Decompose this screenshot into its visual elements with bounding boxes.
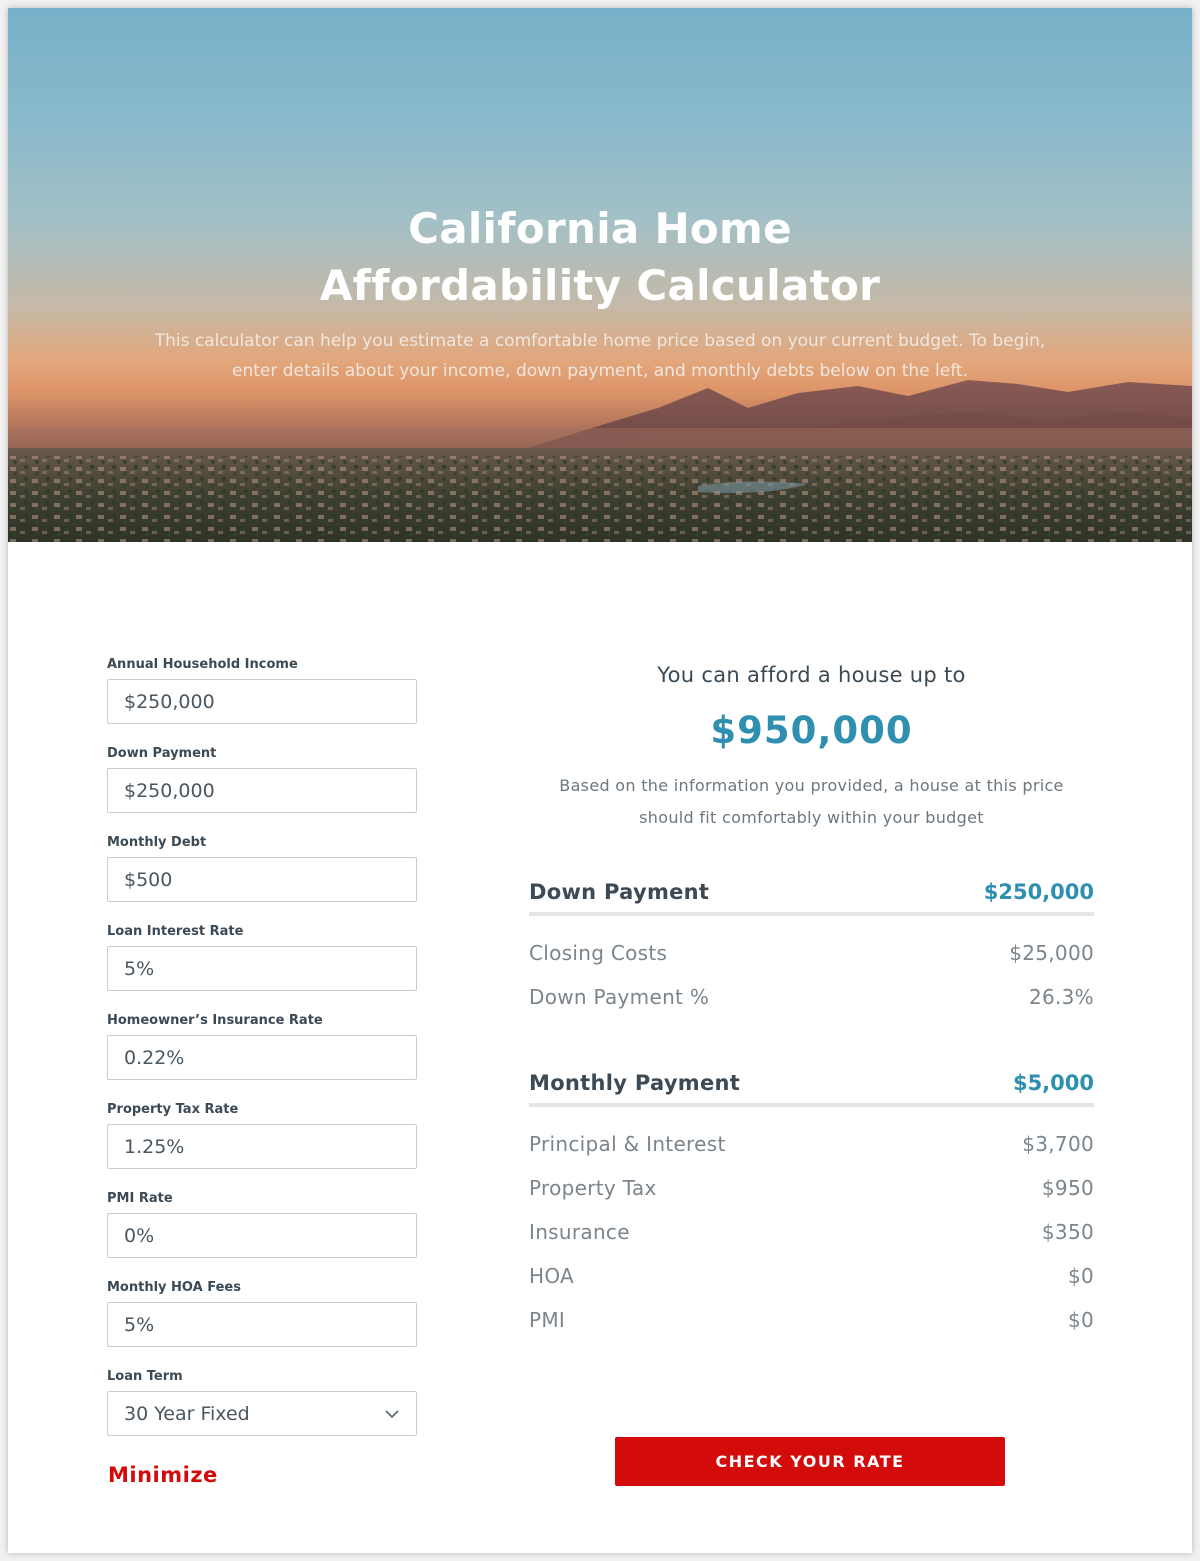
monthly-payment-label: Monthly Payment xyxy=(529,1071,741,1095)
row-value: $0 xyxy=(1067,1264,1094,1288)
field-label: Homeowner’s Insurance Rate xyxy=(107,1013,323,1028)
hero-subtitle: This calculator can help you estimate a comfortable home price based on your current budget. To begin, enter details about your income, down payment, and monthly debts below on the left. xyxy=(154,331,1046,381)
minimize-link[interactable]: Minimize xyxy=(108,1463,218,1487)
row-label: HOA xyxy=(529,1264,575,1288)
breakdown-row-hoa xyxy=(529,1254,1094,1298)
row-label: Property Tax xyxy=(529,1176,657,1200)
down-payment-value: $250,000 xyxy=(983,880,1094,904)
row-value: $3,700 xyxy=(1022,1132,1094,1156)
field-loan-interest-rate xyxy=(107,922,417,1011)
row-label: Closing Costs xyxy=(529,941,668,965)
breakdown-row-insurance xyxy=(529,1210,1094,1254)
field-label: Annual Household Income xyxy=(107,657,298,672)
field-label: Loan Interest Rate xyxy=(107,924,244,939)
field-label: Loan Term xyxy=(107,1369,183,1384)
row-value: 26.3% xyxy=(1028,985,1094,1009)
loan-term-value: 30 Year Fixed xyxy=(124,1402,250,1425)
field-label: Property Tax Rate xyxy=(107,1102,239,1117)
check-your-rate-button[interactable]: CHECK YOUR RATE xyxy=(615,1437,1005,1486)
down-payment-header xyxy=(529,872,1094,916)
insurance-rate-input[interactable]: 0.22% xyxy=(107,1035,417,1080)
breakdown-row-principal-interest xyxy=(529,1122,1094,1166)
row-label: PMI xyxy=(529,1308,566,1332)
hero-title xyxy=(8,200,1192,314)
row-label: Principal & Interest xyxy=(529,1132,726,1156)
afford-value: $950,000 xyxy=(710,709,913,752)
chevron-down-icon xyxy=(384,1406,400,1422)
field-hoa-fees xyxy=(107,1278,417,1367)
annual-income-input[interactable]: $250,000 xyxy=(107,679,417,724)
monthly-payment-header xyxy=(529,1063,1094,1107)
field-loan-term xyxy=(107,1367,417,1456)
results-panel xyxy=(529,658,1094,1342)
hoa-fees-input[interactable]: 5% xyxy=(107,1302,417,1347)
afford-note: Based on the information you provided, a house at this price should fit comfortably within your budget xyxy=(559,776,1064,827)
hero-title-line-2: Affordability Calculator xyxy=(319,261,881,310)
loan-term-select[interactable] xyxy=(107,1391,417,1436)
breakdown-row-closing-costs xyxy=(529,931,1094,975)
field-pmi-rate xyxy=(107,1189,417,1278)
field-insurance-rate xyxy=(107,1011,417,1100)
row-value: $25,000 xyxy=(1009,941,1094,965)
row-value: $0 xyxy=(1067,1308,1094,1332)
row-value: $950 xyxy=(1041,1176,1094,1200)
field-monthly-debt xyxy=(107,833,417,922)
hero-title-line-1: California Home xyxy=(408,204,792,253)
down-payment-breakdown xyxy=(529,931,1094,1019)
monthly-payment-breakdown xyxy=(529,1122,1094,1342)
breakdown-row-property-tax xyxy=(529,1166,1094,1210)
pmi-rate-input[interactable]: 0% xyxy=(107,1213,417,1258)
field-annual-income xyxy=(107,655,417,744)
field-property-tax-rate xyxy=(107,1100,417,1189)
field-label: Down Payment xyxy=(107,746,217,761)
down-payment-label: Down Payment xyxy=(529,880,710,904)
row-value: $350 xyxy=(1041,1220,1094,1244)
field-label: Monthly HOA Fees xyxy=(107,1280,241,1295)
field-label: Monthly Debt xyxy=(107,835,207,850)
property-tax-rate-input[interactable]: 1.25% xyxy=(107,1124,417,1169)
breakdown-row-down-payment-percent xyxy=(529,975,1094,1019)
monthly-debt-input[interactable]: $500 xyxy=(107,857,417,902)
breakdown-row-pmi xyxy=(529,1298,1094,1342)
row-label: Down Payment % xyxy=(529,985,710,1009)
field-label: PMI Rate xyxy=(107,1191,173,1206)
down-payment-input[interactable]: $250,000 xyxy=(107,768,417,813)
hero-banner xyxy=(8,8,1192,542)
calculator-card xyxy=(8,8,1192,1553)
field-down-payment xyxy=(107,744,417,833)
row-label: Insurance xyxy=(529,1220,630,1244)
loan-interest-rate-input[interactable]: 5% xyxy=(107,946,417,991)
calculator-form xyxy=(107,655,417,1456)
afford-label: You can afford a house up to xyxy=(657,663,966,687)
monthly-payment-value: $5,000 xyxy=(1012,1071,1094,1095)
